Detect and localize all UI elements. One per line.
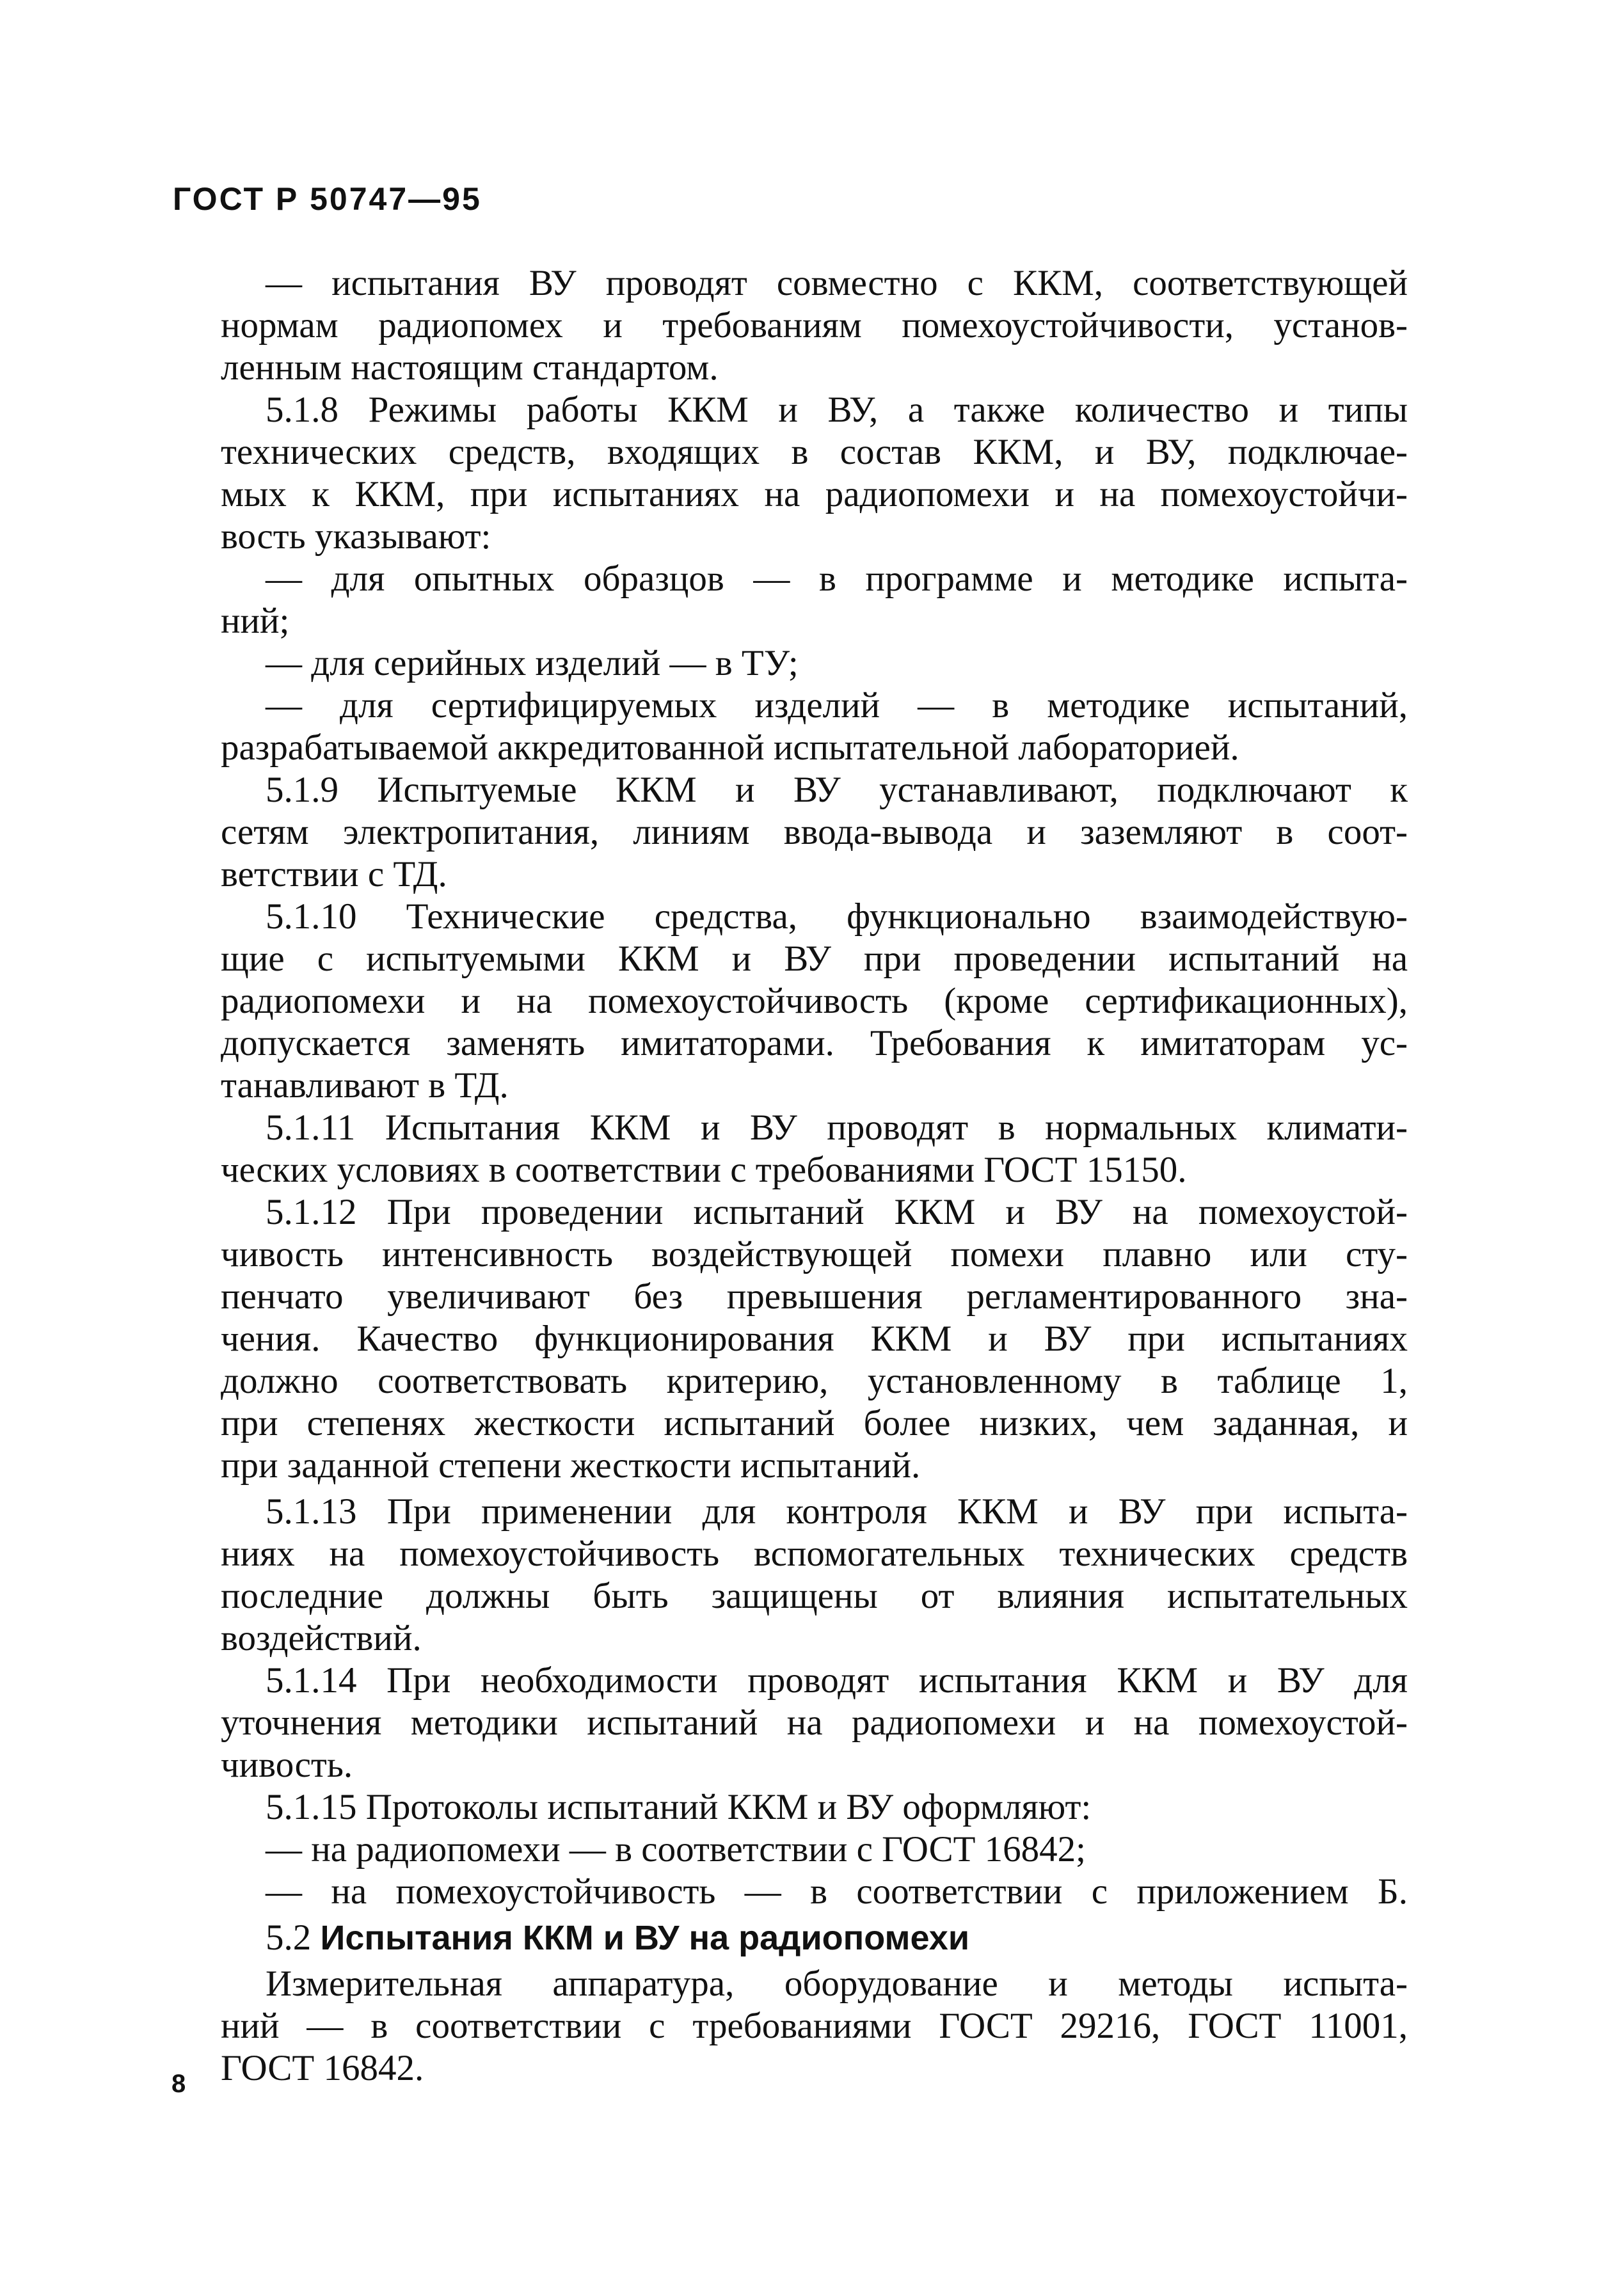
text-line: щие с испытуемыми ККМ и ВУ при проведении испытаний на <box>221 939 1408 979</box>
text-line: — испытания ВУ проводят совместно с ККМ, соответствующей <box>266 263 1408 303</box>
page-number: 8 <box>171 2070 186 2098</box>
text-line: 5.1.8 Режимы работы ККМ и ВУ, а также количество и типы <box>266 390 1408 430</box>
text-line: — для опытных образцов — в программе и методике испыта- <box>266 559 1408 599</box>
text-line: последние должны быть защищены от влияния испытательных <box>221 1576 1408 1616</box>
text-line: 5.1.10 Технические средства, функционально взаимодействую- <box>266 896 1408 937</box>
text-line: — для сертифицируемых изделий — в методике испытаний, <box>266 685 1408 726</box>
text-line: чения. Качество функционирования ККМ и ВУ при испытаниях <box>221 1319 1408 1359</box>
text-line: ний; <box>221 601 290 641</box>
text-line: воздействий. <box>221 1618 422 1658</box>
text-line: технических средств, входящих в состав ККМ, и ВУ, подключае- <box>221 432 1408 472</box>
text-line: 5.1.13 При применении для контроля ККМ и ВУ при испыта- <box>266 1491 1408 1532</box>
text-line: сетям электропитания, линиям ввода-вывода и заземляют в соот- <box>221 812 1408 852</box>
text-line: уточнения методики испытаний на радиопомехи и на помехоустой- <box>221 1702 1408 1743</box>
text-line: ГОСТ 16842. <box>221 2048 424 2088</box>
text-line: ний — в соответствии с требованиями ГОСТ 29216, ГОСТ 11001, <box>221 2006 1408 2046</box>
section-number: 5.2 <box>266 1917 312 1958</box>
text-line: ветствии с ТД. <box>221 854 447 894</box>
text-line: пенчато увеличивают без превышения регламентированного зна- <box>221 1276 1408 1317</box>
text-line: при заданной степени жесткости испытаний. <box>221 1445 921 1486</box>
text-line: Измерительная аппаратура, оборудование и методы испыта- <box>266 1964 1408 2004</box>
section-title: Испытания ККМ и ВУ на радиопомехи <box>320 1919 970 1957</box>
text-line: — на радиопомехи — в соответствии с ГОСТ 16842; <box>266 1829 1086 1869</box>
text-line: 5.1.11 Испытания ККМ и ВУ проводят в нормальных климати- <box>266 1107 1408 1148</box>
text-line: — на помехоустойчивость — в соответствии с приложением Б. <box>266 1871 1408 1912</box>
text-line: 5.1.14 При необходимости проводят испытания ККМ и ВУ для <box>266 1660 1408 1701</box>
text-line: чивость интенсивность воздействующей помехи плавно или сту- <box>221 1234 1408 1274</box>
text-line: при степенях жесткости испытаний более низких, чем заданная, и <box>221 1403 1408 1443</box>
text-line: 5.1.9 Испытуемые ККМ и ВУ устанавливают, подключают к <box>266 770 1408 810</box>
text-line: — для серийных изделий — в ТУ; <box>266 643 799 683</box>
text-line: радиопомехи и на помехоустойчивость (кроме сертификационных), <box>221 981 1408 1021</box>
text-line: ленным настоящим стандартом. <box>221 347 719 388</box>
text-line: разрабатываемой аккредитованной испытательной лабораторией. <box>221 727 1239 768</box>
text-line: должно соответствовать критерию, установленному в таблице 1, <box>221 1361 1408 1401</box>
text-line: 5.1.15 Протоколы испытаний ККМ и ВУ оформляют: <box>266 1787 1092 1827</box>
text-line: чивость. <box>221 1745 353 1785</box>
section-heading <box>221 1917 1408 1959</box>
text-line: ниях на помехоустойчивость вспомогательных технических средств <box>221 1534 1408 1574</box>
text-line: вость указывают: <box>221 516 491 557</box>
text-line: ческих условиях в соответствии с требованиями ГОСТ 15150. <box>221 1150 1187 1190</box>
document-header: ГОСТ Р 50747—95 <box>173 181 482 217</box>
text-line: танавливают в ТД. <box>221 1065 509 1106</box>
text-line: допускается заменять имитаторами. Требования к имитаторам ус- <box>221 1023 1408 1063</box>
text-line: нормам радиопомех и требованиям помехоустойчивости, установ- <box>221 305 1408 345</box>
text-line: мых к ККМ, при испытаниях на радиопомехи и на помехоустойчи- <box>221 474 1408 514</box>
text-line: 5.1.12 При проведении испытаний ККМ и ВУ на помехоустой- <box>266 1192 1408 1232</box>
document-body <box>221 262 1408 2090</box>
